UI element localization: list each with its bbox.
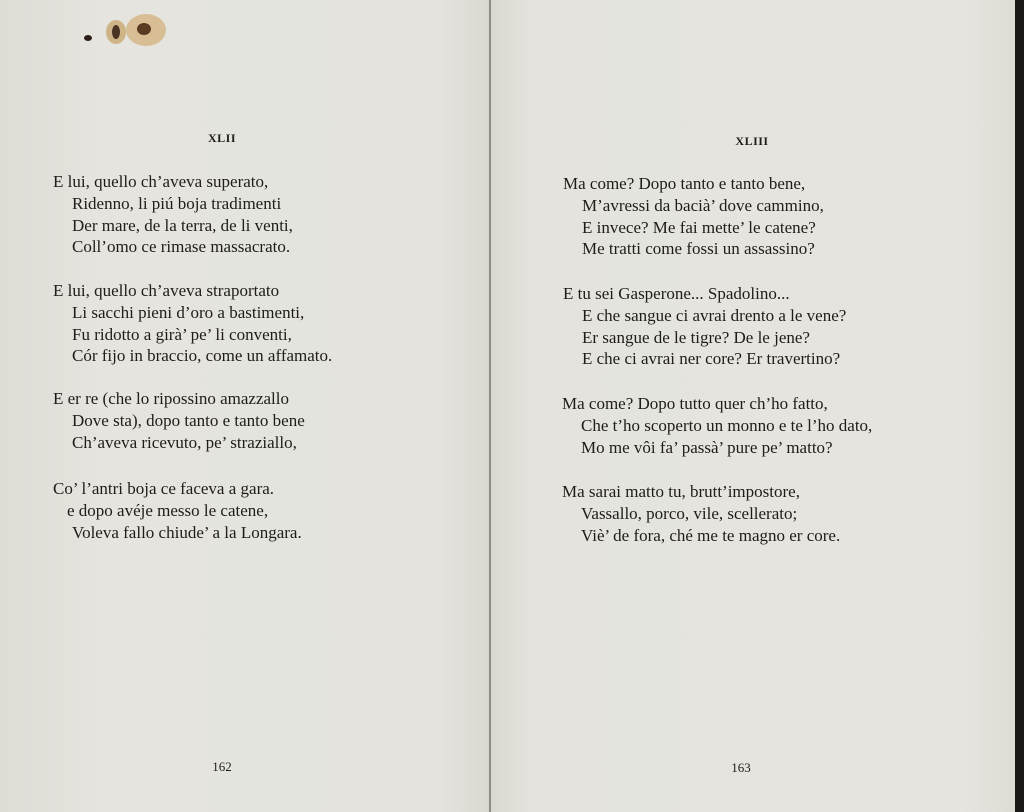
verse-line: E invece? Me fai mette’ le catene? (582, 217, 816, 237)
verse-line: E tu sei Gasperone... Spadolino... (563, 284, 790, 303)
verse-line: Cór fijo in braccio, come un affamato. (72, 346, 333, 366)
right-page (491, 0, 1015, 812)
verse-line: Che t’ho scoperto un monno e te l’ho dato, (581, 415, 873, 435)
verse-line: Ma come? Dopo tutto quer ch’ho fatto, (562, 394, 828, 413)
verse-line: E che sangue ci avrai drento a le vene? (582, 305, 847, 325)
verse-line: Dove sta), dopo tanto e tanto bene (72, 410, 305, 430)
verse-line: Mo me vôi fa’ passà’ pure pe’ matto? (581, 437, 833, 457)
verse-line: Coll’omo ce rimase massacrato. (72, 237, 291, 257)
verse-line: Vassallo, porco, vile, scellerato; (581, 503, 798, 523)
verse-line: Ma come? Dopo tanto e tanto bene, (563, 174, 806, 193)
verse-line: Ridenno, li piú boja tradimenti (72, 193, 282, 213)
verse-line: Ma sarai matto tu, brutt’impostore, (562, 482, 800, 501)
stanza (53, 478, 302, 543)
verse-line: E lui, quello ch’aveva superato, (53, 172, 269, 191)
verse-line: Viè’ de fora, ché me te magno er core. (581, 525, 841, 545)
poem-number: XLIII (735, 134, 769, 148)
stain-mark (78, 12, 170, 52)
left-page (0, 0, 490, 812)
scan-edge (1015, 0, 1024, 812)
stanza (53, 388, 305, 453)
page-number: 162 (212, 759, 232, 774)
stanza (562, 481, 840, 546)
verse-line: Fu ridotto a girà’ pe’ li conventi, (72, 324, 292, 344)
stanza (562, 393, 872, 458)
verse-line: E lui, quello ch’aveva straportato (53, 281, 280, 300)
stanza (563, 173, 824, 260)
verse-line: Co’ l’antri boja ce faceva a gara. (53, 479, 275, 498)
verse-line: E er re (che lo ripossino amazzallo (53, 389, 290, 408)
stanza (53, 280, 332, 367)
verse-line: Li sacchi pieni d’oro a bastimenti, (72, 302, 305, 322)
verse-line: Er sangue de le tigre? De le jene? (582, 327, 810, 347)
page-number: 163 (731, 760, 751, 775)
stanza (563, 283, 846, 370)
verse-line: Der mare, de la terra, de li venti, (72, 215, 293, 235)
verse-line: M’avressi da bacià’ dove cammino, (582, 195, 824, 215)
verse-line: Voleva fallo chiude’ a la Longara. (72, 522, 302, 542)
book-gutter (489, 0, 491, 812)
verse-line: Ch’aveva ricevuto, pe’ straziallo, (72, 432, 297, 452)
poem-number: XLII (207, 131, 237, 145)
stanza (53, 171, 293, 258)
verse-line: E che ci avrai ner core? Er travertino? (582, 349, 841, 369)
verse-line: e dopo avéje messo le catene, (67, 500, 269, 520)
verse-line: Me tratti come fossi un assassino? (582, 239, 815, 259)
